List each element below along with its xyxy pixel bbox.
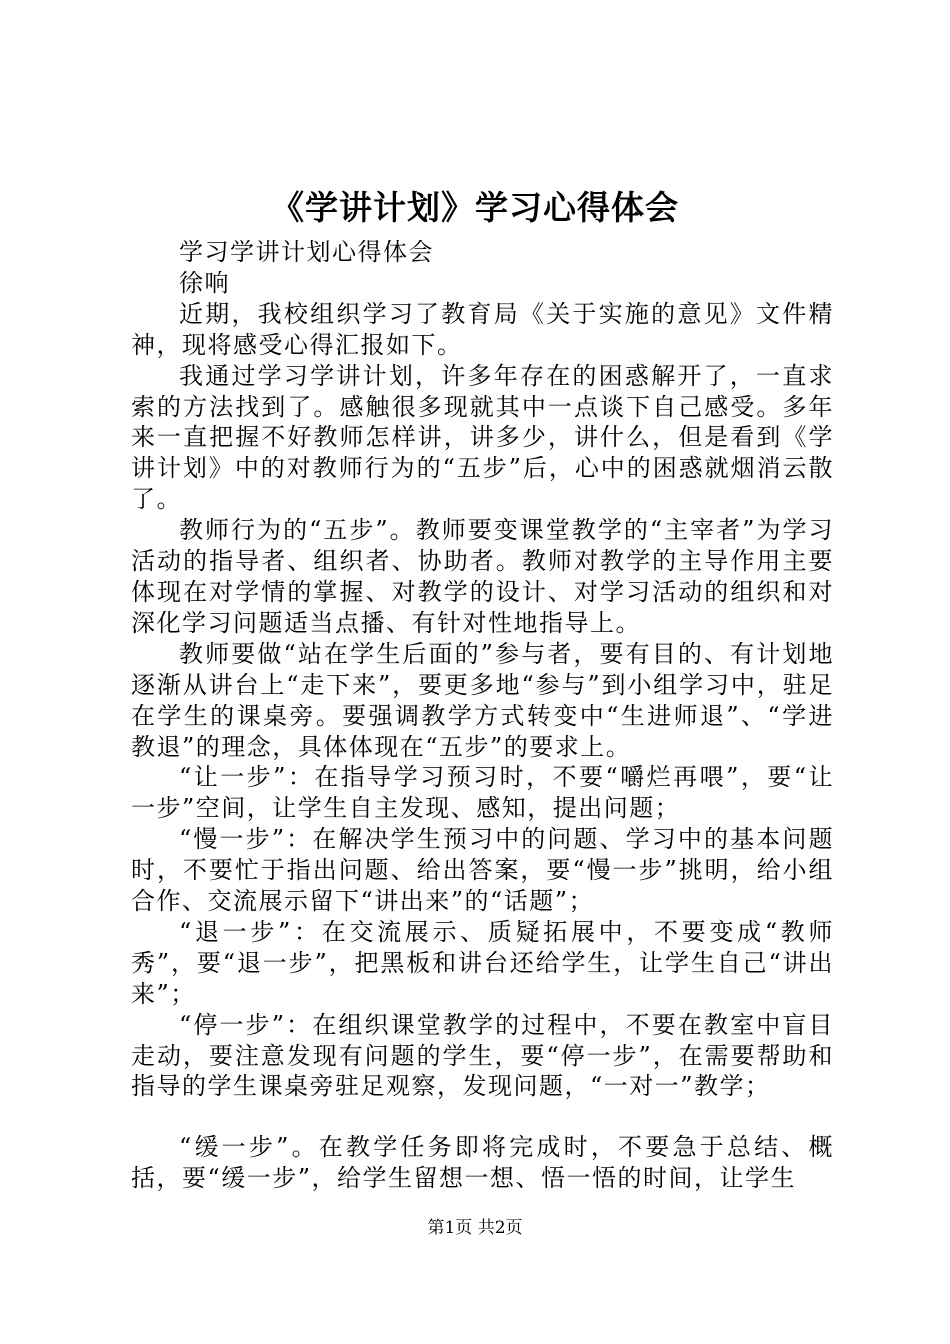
author-name: 徐响 — [179, 268, 230, 297]
paragraph: “退一步”：在交流展示、质疑拓展中，不要变成“教师秀”，要“退一步”，把黑板和讲台还给学生，让学生自己“讲出来”； — [131, 917, 834, 1008]
document-body — [131, 237, 834, 1194]
paragraph: 教师要做“站在学生后面的”参与者，要有目的、有计划地逐渐从讲台上“走下来”，要更多地“参与”到小组学习中，驻足在学生的课桌旁。要强调教学方式转变中“生进师退”、“学进教退”的理念，具体体现在“五步”的要求上。 — [131, 639, 834, 761]
paragraph: 教师行为的“五步”。教师要变课堂教学的“主宰者”为学习活动的指导者、组织者、协助者。教师对教学的主导作用主要体现在对学情的掌握、对教学的设计、对学习活动的组织和对深化学习问题适当点播、有针对性地指导上。 — [131, 516, 834, 637]
paragraph: “缓一步”。在教学任务即将完成时，不要急于总结、概括，要“缓一步”，给学生留想一想、悟一悟的时间，让学生 — [131, 1133, 834, 1193]
page-number: 第1页 共2页 — [427, 1218, 523, 1238]
paragraph: “停一步”：在组织课堂教学的过程中，不要在教室中盲目走动，要注意发现有问题的学生，要“停一步”，在需要帮助和指导的学生课桌旁驻足观察，发现问题，“一对一”教学； — [131, 1010, 834, 1101]
document-title: 《学讲计划》学习心得体会 — [271, 188, 679, 227]
paragraph: “让一步”：在指导学习预习时，不要“嚼烂再喂”，要“让一步”空间，让学生自主发现、感知，提出问题； — [131, 763, 834, 823]
paragraph: 近期，我校组织学习了教育局《关于实施的意见》文件精神，现将感受心得汇报如下。 — [131, 299, 834, 359]
paragraph: 我通过学习学讲计划，许多年存在的困惑解开了，一直求索的方法找到了。感触很多现就其中一点谈下自己感受。多年来一直把握不好教师怎样讲，讲多少，讲什么，但是看到《学讲计划》中的对教师行为的“五步”后，心中的困惑就烟消云散了。 — [131, 361, 834, 514]
paragraph: “慢一步”：在解决学生预习中的问题、学习中的基本问题时，不要忙于指出问题、给出答案，要“慢一步”挑明，给小组合作、交流展示留下“讲出来”的“话题”； — [131, 825, 834, 916]
subtitle: 学习学讲计划心得体会 — [179, 238, 434, 266]
